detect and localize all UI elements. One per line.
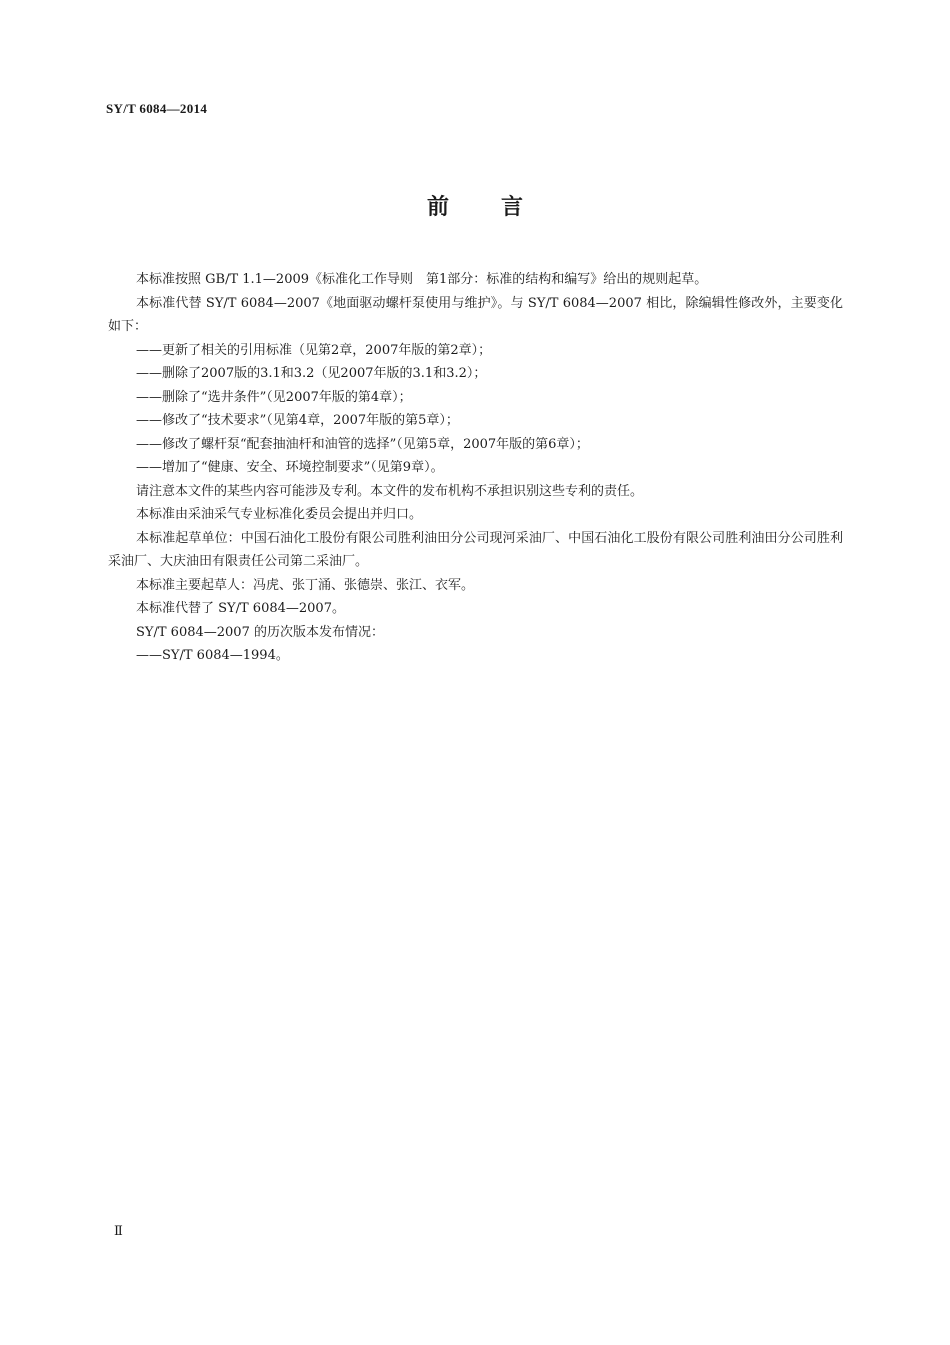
history-item bbox=[108, 644, 843, 668]
document-body bbox=[108, 268, 843, 668]
paragraph-drafting-units: 本标准起草单位：中国石油化工股份有限公司胜利油田分公司现河采油厂、中国石油化工股份有限公司胜利油田分公司胜利采油厂、大庆油田有限责任公司第二采油厂。 bbox=[108, 530, 843, 569]
change-item-text: 更新了相关的引用标准（见第2章，2007年版的第2章）； bbox=[162, 342, 492, 358]
paragraph-drafting-rule: 本标准按照 GB/T 1.1—2009《标准化工作导则 第1部分：标准的结构和编写》给出的规则起草。 bbox=[136, 272, 708, 287]
change-item bbox=[108, 362, 843, 386]
change-item-text: 修改了螺杆泵“配套抽油杆和油管的选择”（见第5章，2007年版的第6章）； bbox=[162, 436, 589, 452]
list-dash: —— bbox=[136, 389, 162, 405]
change-item-text: 增加了“健康、安全、环境控制要求”（见第9章）。 bbox=[162, 460, 444, 475]
list-dash: —— bbox=[136, 648, 162, 663]
list-dash: —— bbox=[136, 413, 162, 428]
change-item bbox=[108, 339, 843, 363]
change-item-text: 删除了“选井条件”（见2007年版的第4章）； bbox=[162, 389, 412, 405]
title-char-2: 言 bbox=[501, 195, 524, 220]
list-dash: —— bbox=[136, 460, 162, 475]
title-char-1: 前 bbox=[426, 195, 449, 220]
paragraph-drafters: 本标准主要起草人：冯虎、张丁涌、张德崇、张江、衣军。 bbox=[136, 577, 475, 593]
list-dash: —— bbox=[136, 436, 162, 452]
change-item-text: 删除了2007版的3.1和3.2（见2007年版的3.1和3.2）； bbox=[162, 366, 487, 381]
history-item-text: SY/T 6084—1994。 bbox=[162, 648, 289, 663]
standard-code-header: SY/T 6084—2014 bbox=[106, 101, 208, 116]
change-item bbox=[108, 456, 843, 480]
paragraph-replacement-notice: 本标准代替 SY/T 6084—2007《地面驱动螺杆泵使用与维护》。与 SY/T 6084—2007 相比，除编辑性修改外，主要变化如下： bbox=[108, 295, 843, 334]
list-dash: —— bbox=[136, 342, 162, 358]
change-item bbox=[108, 409, 843, 433]
page-number: Ⅱ bbox=[114, 1223, 123, 1238]
change-item-text: 修改了“技术要求”（见第4章，2007年版的第5章）； bbox=[162, 413, 459, 428]
paragraph-proposer: 本标准由采油采气专业标准化委员会提出并归口。 bbox=[136, 507, 423, 522]
paragraph-patent-notice: 请注意本文件的某些内容可能涉及专利。本文件的发布机构不承担识别这些专利的责任。 bbox=[136, 483, 644, 499]
paragraph-replaces: 本标准代替了 SY/T 6084—2007。 bbox=[136, 601, 345, 616]
paragraph-history-intro: SY/T 6084—2007 的历次版本发布情况： bbox=[136, 624, 384, 640]
page-title bbox=[0, 190, 950, 221]
change-item bbox=[108, 386, 843, 410]
list-dash: —— bbox=[136, 366, 162, 381]
change-item bbox=[108, 433, 843, 457]
